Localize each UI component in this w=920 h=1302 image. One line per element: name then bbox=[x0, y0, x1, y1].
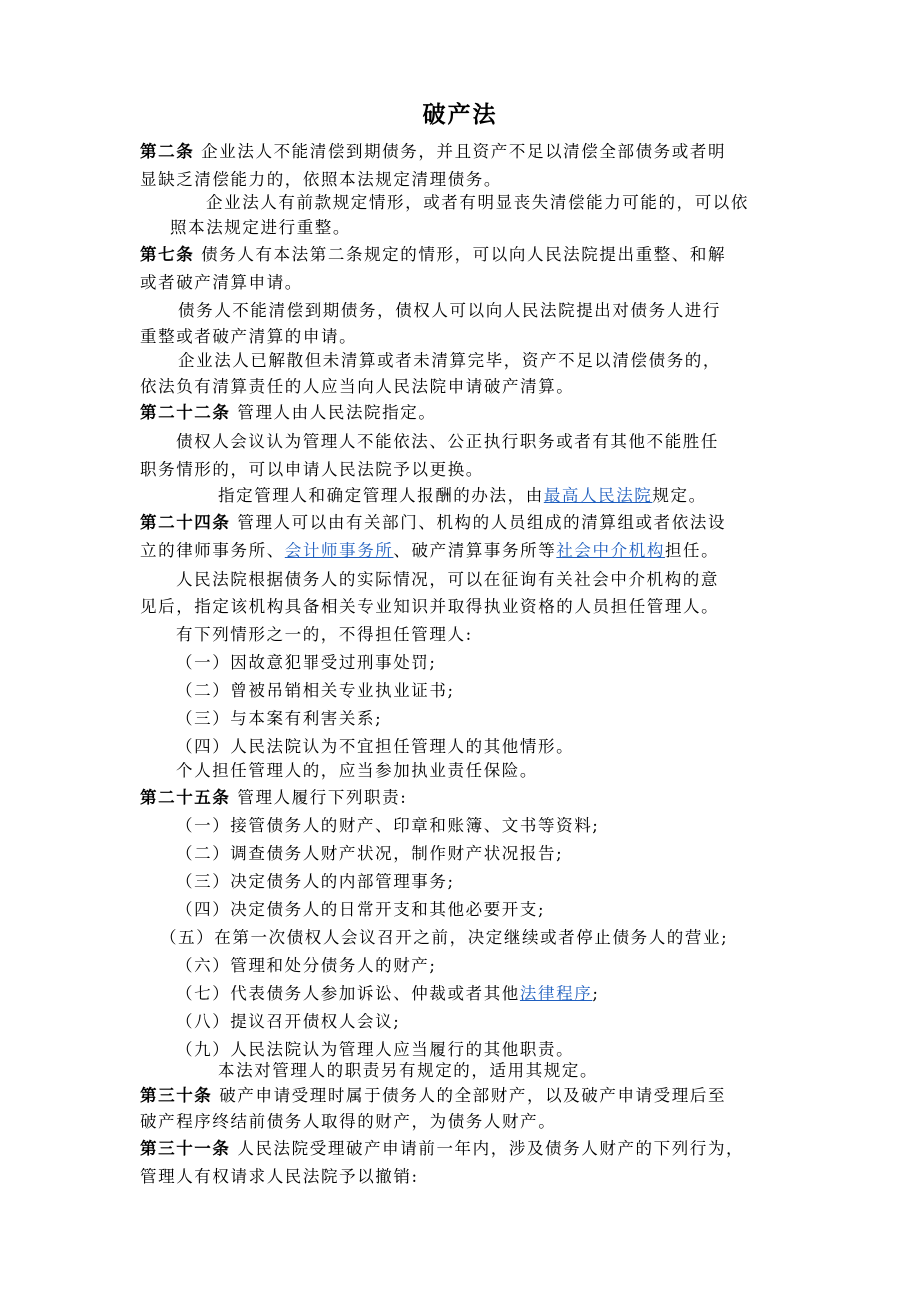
article-2-para-2-line-2: 照本法规定进行重整。 bbox=[170, 218, 351, 237]
article-22-para-2-line-2: 职务情形的，可以申请人民法院予以更换。 bbox=[140, 460, 484, 479]
article-25-item: （三）决定债务人的内部管理事务; bbox=[176, 872, 455, 891]
article-2-text: 企业法人不能清偿到期债务，并且资产不足以清偿全部债务或者明 bbox=[201, 142, 727, 161]
article-2-line-1 bbox=[140, 141, 726, 163]
article-7-text: 债务人有本法第二条规定的情形，可以向人民法院提出重整、和解 bbox=[201, 245, 727, 264]
article-31-text: 人民法院受理破产申请前一年内，涉及债务人财产的下列行为， bbox=[237, 1139, 745, 1158]
article-30-text: 破产申请受理时属于债务人的全部财产，以及破产申请受理后至 bbox=[219, 1086, 727, 1105]
article-7-label: 第七条 bbox=[140, 245, 195, 264]
article-24-item: （二）曾被吊销相关专业执业证书; bbox=[176, 681, 455, 700]
article-25-item: （一）接管债务人的财产、印章和账簿、文书等资料; bbox=[176, 816, 600, 835]
link-accounting-firm[interactable]: 会计师事务所 bbox=[284, 541, 394, 560]
article-25-label: 第二十五条 bbox=[140, 788, 231, 807]
article-24-label: 第二十四条 bbox=[140, 513, 231, 532]
article-22-para-3 bbox=[218, 485, 707, 507]
article-25-item: （九）人民法院认为管理人应当履行的其他职责。 bbox=[176, 1040, 575, 1059]
article-25-text: 管理人履行下列职责: bbox=[237, 788, 408, 807]
article-25-item-7-tail: ; bbox=[592, 984, 600, 1003]
article-31-label: 第三十一条 bbox=[140, 1139, 231, 1158]
article-24-line-2 bbox=[140, 540, 719, 562]
page-title: 破产法 bbox=[422, 101, 498, 128]
article-7-para-3-line-2: 依法负有清算责任的人应当向人民法院申请破产清算。 bbox=[140, 377, 575, 396]
article-24-line-2-b: 、破产清算事务所等 bbox=[393, 541, 557, 560]
article-30-line-1 bbox=[140, 1085, 726, 1107]
article-24-para-4: 个人担任管理人的，应当参加执业责任保险。 bbox=[176, 761, 538, 780]
link-legal-procedure[interactable]: 法律程序 bbox=[519, 984, 593, 1003]
article-2-para-2-line-1: 企业法人有前款规定情形，或者有明显丧失清偿能力可能的，可以依 bbox=[206, 193, 749, 212]
article-22-para-2-line-1: 债权人会议认为管理人不能依法、公正执行职务或者有其他不能胜任 bbox=[176, 432, 719, 451]
article-24-para-2-line-1: 人民法院根据债务人的实际情况，可以在征询有关社会中介机构的意 bbox=[176, 570, 719, 589]
article-22-para-3-tail: 规定。 bbox=[652, 486, 707, 505]
article-24-para-2-line-2: 见后，指定该机构具备相关专业知识并取得执业资格的人员担任管理人。 bbox=[140, 597, 720, 616]
article-7-line-1 bbox=[140, 244, 726, 266]
article-22-label: 第二十二条 bbox=[140, 403, 231, 422]
article-25-item: （二）调查债务人财产状况，制作财产状况报告; bbox=[176, 844, 564, 863]
article-30-line-2: 破产程序终结前债务人取得的财产，为债务人财产。 bbox=[140, 1112, 557, 1131]
article-24-item: （一）因故意犯罪受过刑事处罚; bbox=[176, 653, 437, 672]
article-30-label: 第三十条 bbox=[140, 1086, 213, 1105]
article-25-item: （六）管理和处分债务人的财产; bbox=[176, 956, 437, 975]
article-7-line-2: 或者破产清算申请。 bbox=[140, 273, 303, 292]
article-22-line-1 bbox=[140, 402, 436, 424]
article-31-line-2: 管理人有权请求人民法院予以撤销: bbox=[140, 1167, 419, 1186]
article-22-text: 管理人由人民法院指定。 bbox=[237, 403, 437, 422]
article-7-para-3-line-1: 企业法人已解散但未清算或者未清算完毕，资产不足以清偿债务的， bbox=[178, 351, 721, 370]
article-24-para-3: 有下列情形之一的，不得担任管理人: bbox=[176, 625, 473, 644]
article-24-line-1 bbox=[140, 512, 726, 534]
article-25-item-7 bbox=[176, 983, 599, 1005]
article-2-line-2: 显缺乏清偿能力的，依照本法规定清理债务。 bbox=[140, 170, 502, 189]
article-24-line-2-a: 立的律师事务所、 bbox=[140, 541, 285, 560]
link-supreme-court[interactable]: 最高人民法院 bbox=[543, 486, 653, 505]
article-24-item: （三）与本案有利害关系; bbox=[176, 709, 383, 728]
article-2-label: 第二条 bbox=[140, 142, 195, 161]
article-25-item: （四）决定债务人的日常开支和其他必要开支; bbox=[176, 900, 546, 919]
article-24-item: （四）人民法院认为不宜担任管理人的其他情形。 bbox=[176, 737, 575, 756]
article-25-item: （八）提议召开债权人会议; bbox=[176, 1012, 401, 1031]
article-25-para-2: 本法对管理人的职责另有规定的，适用其规定。 bbox=[218, 1061, 599, 1080]
article-25-line-1 bbox=[140, 787, 407, 809]
article-31-line-1 bbox=[140, 1138, 744, 1160]
article-7-para-2-line-1: 债务人不能清偿到期债务，债权人可以向人民法院提出对债务人进行 bbox=[178, 301, 721, 320]
article-24-text: 管理人可以由有关部门、机构的人员组成的清算组或者依法设 bbox=[237, 513, 727, 532]
article-24-line-2-c: 担任。 bbox=[664, 541, 720, 560]
article-25-item-7-text: （七）代表债务人参加诉讼、仲裁或者其他 bbox=[176, 984, 520, 1003]
article-7-para-2-line-2: 重整或者破产清算的申请。 bbox=[140, 327, 358, 346]
article-22-para-3-text: 指定管理人和确定管理人报酬的办法，由 bbox=[218, 486, 544, 505]
link-social-intermediary[interactable]: 社会中介机构 bbox=[556, 541, 665, 560]
article-25-item: （五）在第一次债权人会议召开之前，决定继续或者停止债务人的营业; bbox=[160, 928, 729, 947]
